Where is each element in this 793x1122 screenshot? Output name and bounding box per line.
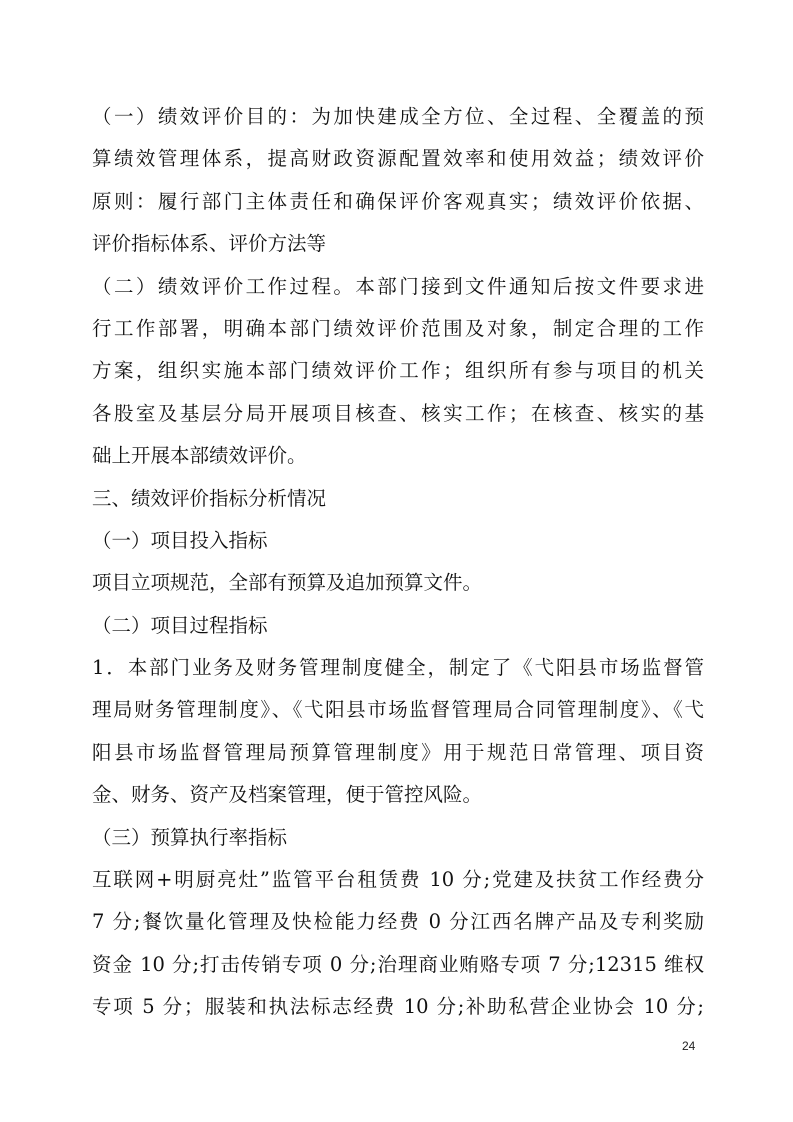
text-line: 各股室及基层分局开展项目核查、核实工作；在核查、核实的基 — [92, 401, 704, 425]
text-line: 理局财务管理制度》、《弋阳县市场监督管理局合同管理制度》、《弋 — [92, 698, 704, 722]
text-line: （一）项目投入指标 — [92, 528, 268, 552]
text-line: 7 分;餐饮量化管理及快检能力经费 0 分江西名牌产品及专利奖励 — [92, 910, 704, 934]
text-line: （二）项目过程指标 — [92, 613, 268, 637]
text-line: （二）绩效评价工作过程。本部门接到文件通知后按文件要求进 — [92, 274, 704, 298]
page-number: 24 — [682, 1039, 696, 1053]
text-line: 行工作部署，明确本部门绩效评价范围及对象，制定合理的工作 — [92, 316, 704, 340]
text-line: （一）绩效评价目的：为加快建成全方位、全过程、全覆盖的预 — [92, 105, 704, 128]
text-line: 方案，组织实施本部门绩效评价工作；组织所有参与项目的机关 — [92, 359, 704, 383]
text-line: 资金 10 分;打击传销专项 0 分;治理商业贿赂专项 7 分;12315 维权 — [92, 952, 704, 976]
text-line: 阳县市场监督管理局预算管理制度》用于规范日常管理、项目资 — [92, 740, 704, 764]
text-line: 金、财务、资产及档案管理，便于管控风险。 — [92, 783, 483, 807]
text-line: 础上开展本部绩效评价。 — [92, 444, 307, 468]
text-line: 专项 5 分；服装和执法标志经费 10 分;补助私营企业协会 10 分; — [92, 995, 704, 1019]
text-line: 原则：履行部门主体责任和确保评价客观真实；绩效评价依据、 — [92, 189, 704, 213]
text-line: 1．本部门业务及财务管理制度健全，制定了《弋阳县市场监督管 — [92, 656, 704, 680]
text-line: 算绩效管理体系，提高财政资源配置效率和使用效益；绩效评价 — [92, 147, 704, 171]
text-line: 评价指标体系、评价方法等 — [92, 232, 327, 256]
text-line: 三、绩效评价指标分析情况 — [92, 486, 327, 510]
text-line: 互联网+明厨亮灶”监管平台租赁费 10 分;党建及扶贫工作经费分 — [92, 868, 704, 892]
text-line: （三）预算执行率指标 — [92, 825, 288, 849]
document-body — [92, 96, 704, 1029]
text-line: 项目立项规范，全部有预算及追加预算文件。 — [92, 571, 483, 595]
